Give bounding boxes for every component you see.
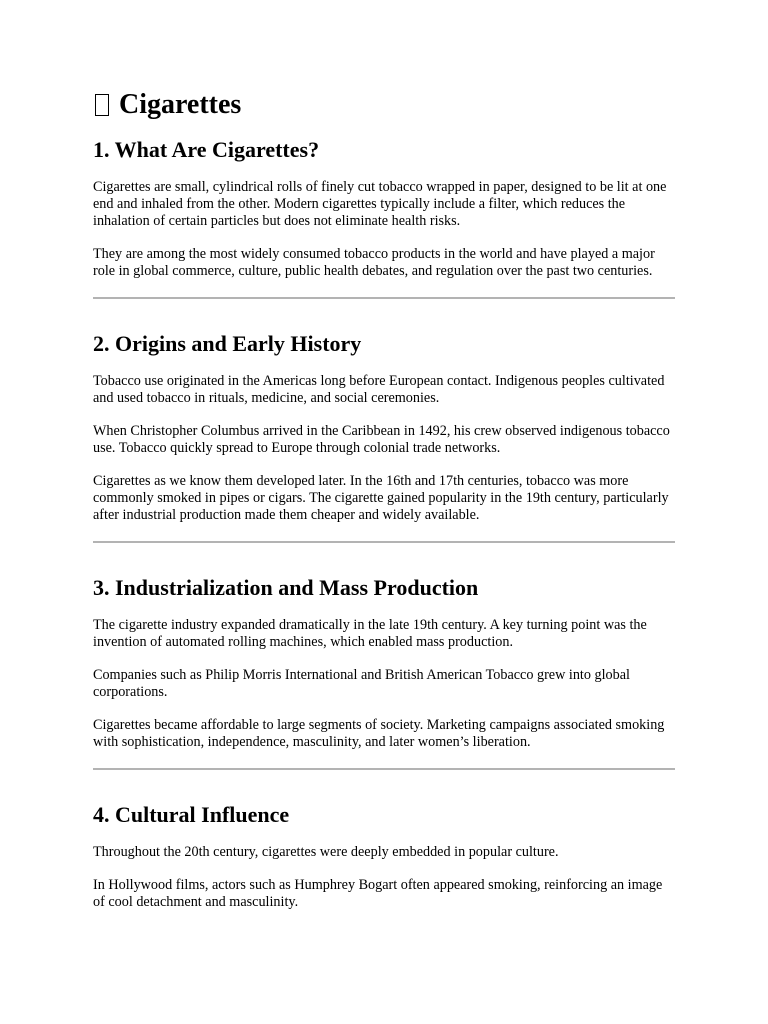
- page-title-text: Cigarettes: [119, 89, 242, 120]
- section-heading-2: 2. Origins and Early History: [93, 331, 362, 356]
- section-4-paragraph-1: Throughout the 20th century, cigarettes were deeply embedded in popular culture.: [93, 844, 559, 860]
- section-2-paragraph-3: Cigarettes as we know them developed later. In the 16th and 17th centuries, tobacco was more commonly smoked in pipes or cigars. The cigarette gained popularity in the 19th century, particularly after industrial production made them cheaper and widely available.: [93, 473, 669, 523]
- section-divider-2: [93, 541, 675, 543]
- section-3-paragraph-1: The cigarette industry expanded dramatically in the late 19th century. A key turning point was the invention of automated rolling machines, which enabled mass production.: [93, 617, 647, 650]
- section-2-paragraph-2: When Christopher Columbus arrived in the Caribbean in 1492, his crew observed indigenous tobacco use. Tobacco quickly spread to Europe through colonial trade networks.: [93, 423, 670, 456]
- section-2-paragraph-1: Tobacco use originated in the Americas long before European contact. Indigenous peoples cultivated and used tobacco in rituals, medicine, and social ceremonies.: [93, 373, 665, 406]
- section-divider-1: [93, 297, 675, 299]
- section-heading-4: 4. Cultural Influence: [93, 802, 290, 827]
- page-title: [93, 0, 675, 123]
- section-heading-1: 1. What Are Cigarettes?: [93, 137, 320, 162]
- section-3-paragraph-2: Companies such as Philip Morris International and British American Tobacco grew into global corporations.: [93, 667, 630, 700]
- missing-glyph-icon: [95, 94, 109, 116]
- section-4-paragraph-2: In Hollywood films, actors such as Humphrey Bogart often appeared smoking, reinforcing an image of cool detachment and masculinity.: [93, 877, 663, 910]
- section-heading-3: 3. Industrialization and Mass Production: [93, 575, 479, 600]
- section-3-paragraph-3: Cigarettes became affordable to large segments of society. Marketing campaigns associated smoking with sophistication, independence, masculinity, and later women’s liberation.: [93, 717, 665, 750]
- section-1-paragraph-1: Cigarettes are small, cylindrical rolls of finely cut tobacco wrapped in paper, designed to be lit at one end and inhaled from the other. Modern cigarettes typically include a filter, which reduces the inhalation of certain particles but does not eliminate health risks.: [93, 179, 667, 229]
- section-divider-3: [93, 768, 675, 770]
- section-1-paragraph-2: They are among the most widely consumed tobacco products in the world and have played a major role in global commerce, culture, public health debates, and regulation over the past two centuries.: [93, 246, 655, 279]
